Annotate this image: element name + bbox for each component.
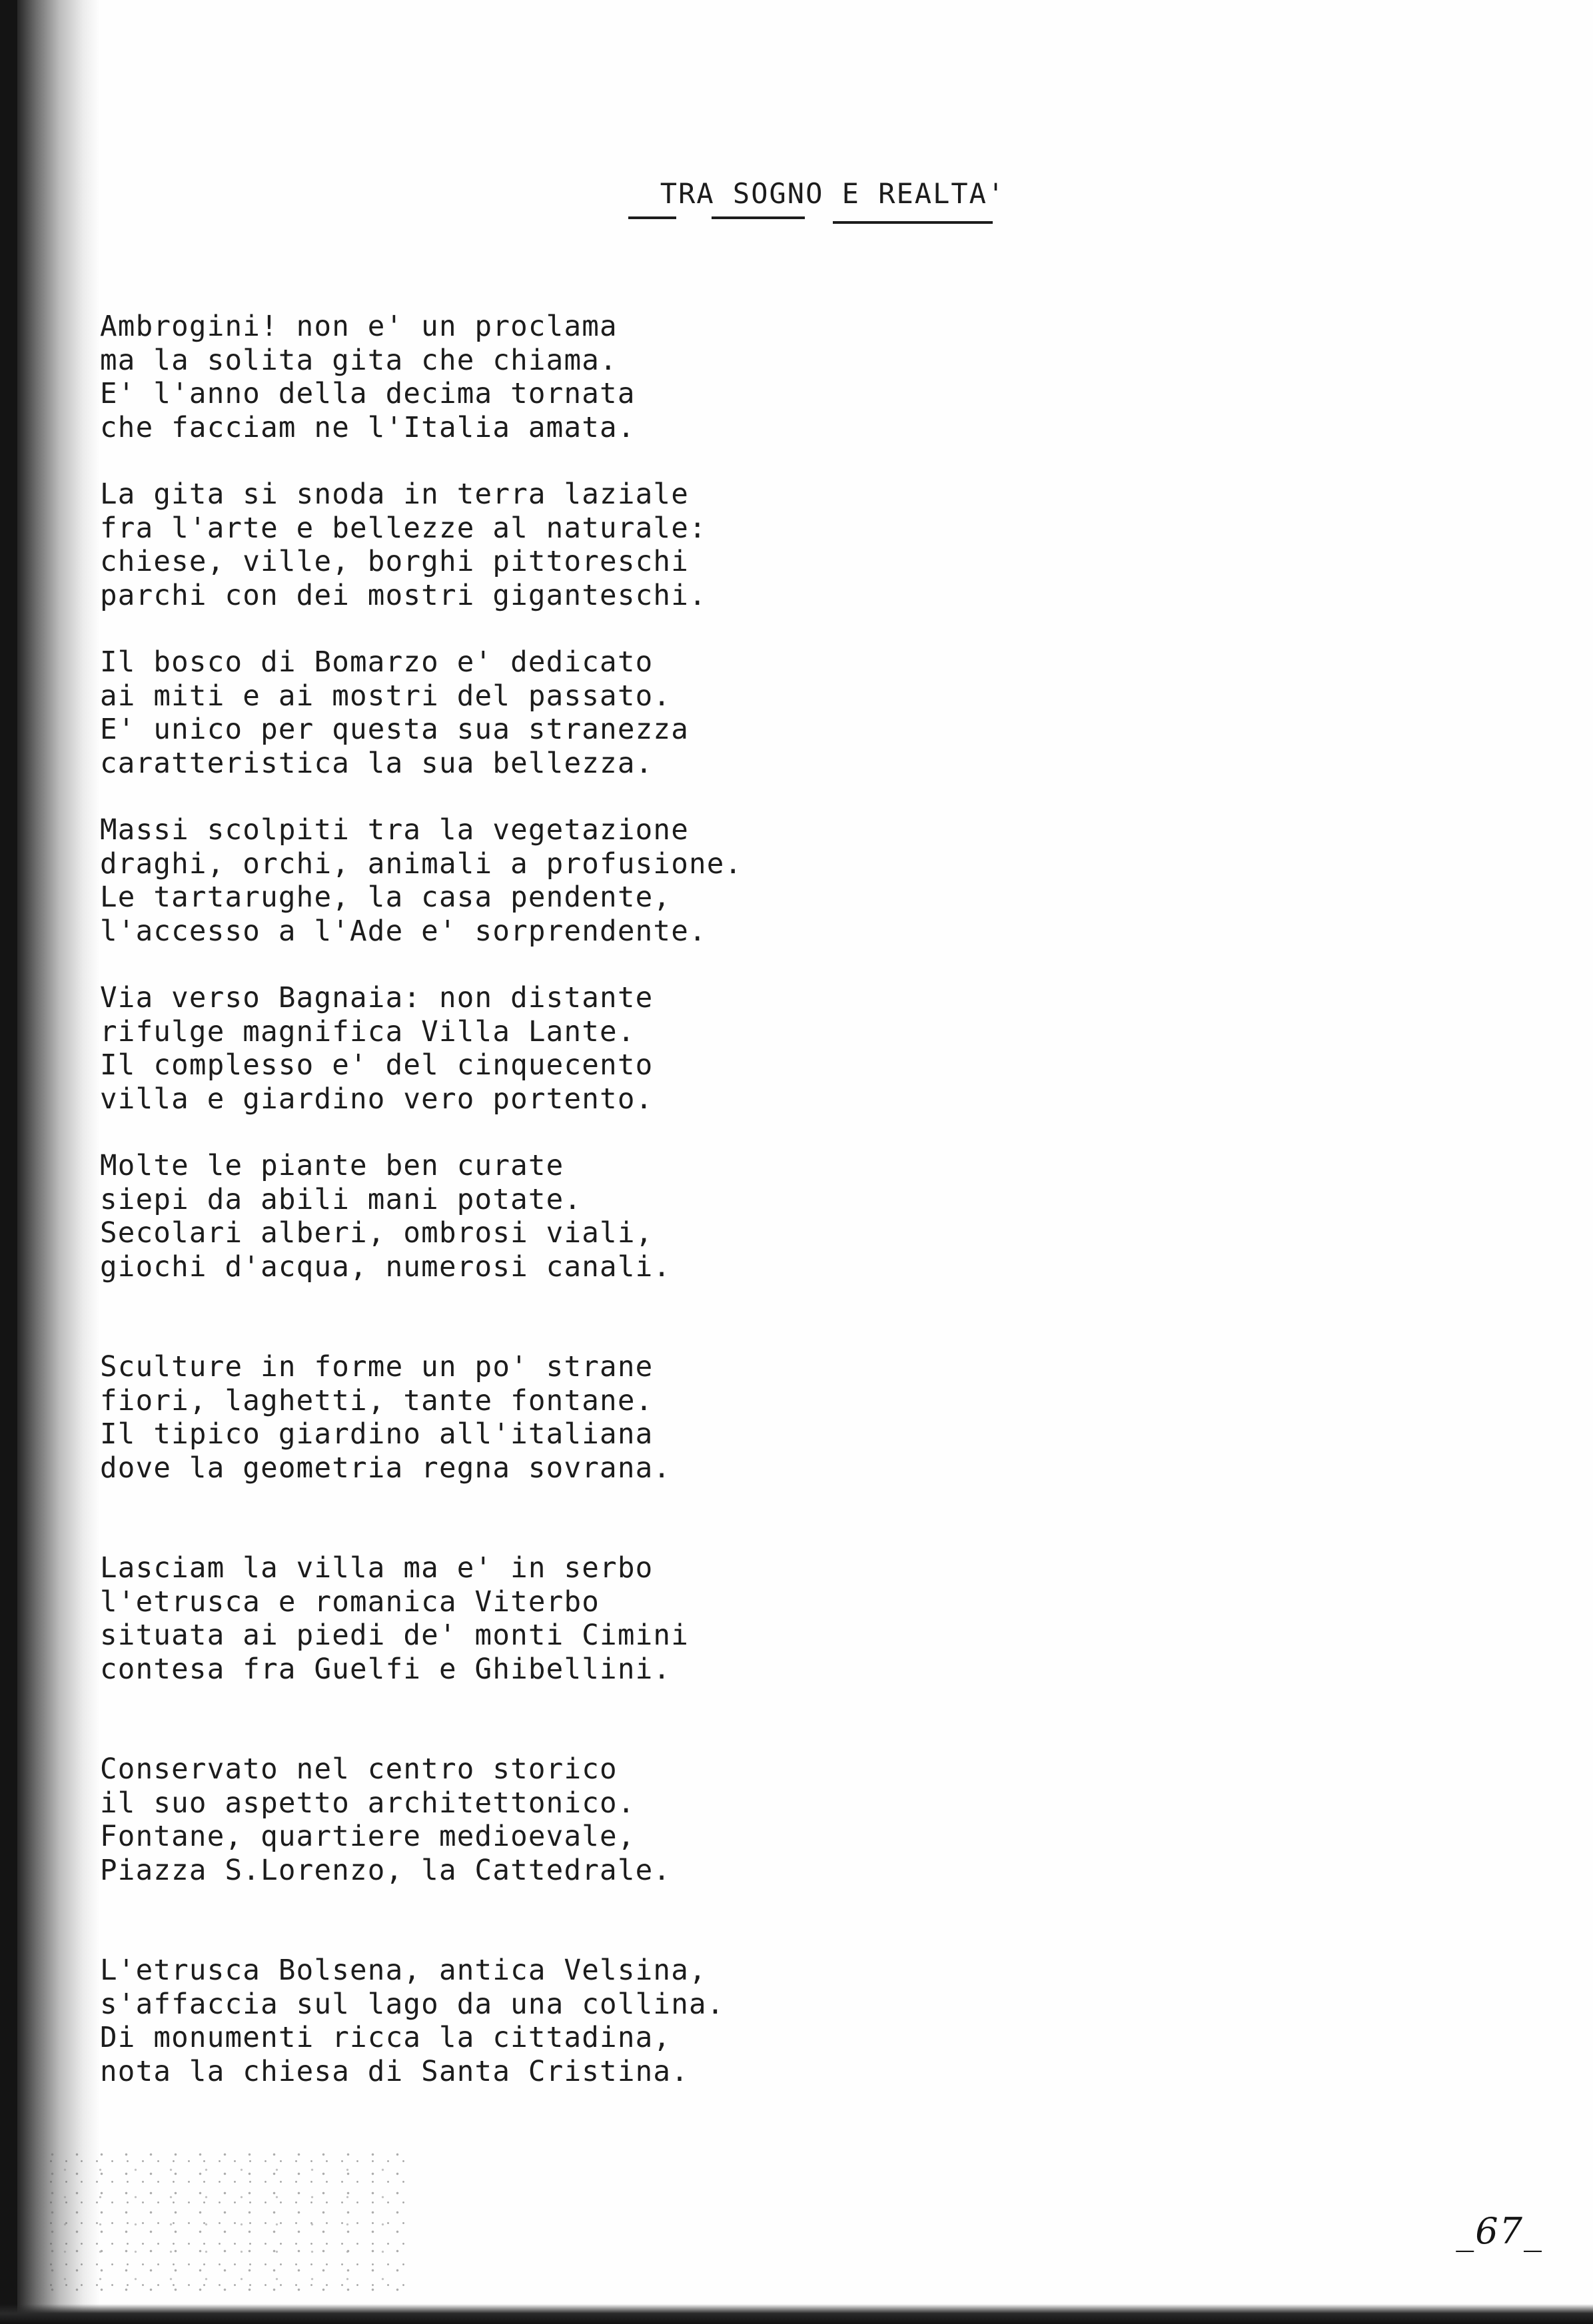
poem-line: Fontane, quartiere medioevale, (100, 1820, 636, 1853)
title-underline-3 (833, 221, 993, 224)
poem-line: Ambrogini! non e' un proclama (100, 310, 618, 343)
poem-line: ai miti e ai mostri del passato. (100, 679, 672, 713)
poem-line: Le tartarughe, la casa pendente, (100, 881, 672, 914)
poem-line: E' l'anno della decima tornata (100, 378, 636, 410)
title-underline-1 (628, 216, 676, 219)
poem-line: L'etrusca Bolsena, antica Velsina, (100, 1954, 707, 1987)
bottom-scan-edge (0, 2304, 1593, 2324)
poem-body (100, 310, 899, 2122)
binding-edge (0, 0, 17, 2324)
poem-line: fra l'arte e bellezze al naturale: (100, 512, 707, 545)
poem-line: l'etrusca e romanica Viterbo (100, 1585, 600, 1619)
poem-line: ma la solita gita che chiama. (100, 344, 618, 377)
poem-line: draghi, orchi, animali a profusione. (100, 847, 743, 881)
stanza-2 (100, 478, 899, 613)
poem-line: il suo aspetto architettonico. (100, 1786, 636, 1820)
poem-line: chiese, ville, borghi pittoreschi (100, 546, 689, 578)
poem-line: Il bosco di Bomarzo e' dedicato (100, 646, 654, 679)
poem-line: Sculture in forme un po' strane (100, 1351, 654, 1383)
stanza-3 (100, 646, 899, 781)
poem-line: Piazza S.Lorenzo, la Cattedrale. (100, 1854, 672, 1887)
poem-line: E' unico per questa sua stranezza (100, 713, 689, 746)
poem-line: caratteristica la sua bellezza. (100, 747, 654, 780)
title-underline-2 (712, 216, 805, 219)
poem-line: dove la geometria regna sovrana. (100, 1451, 672, 1485)
poem-line: l'accesso a l'Ade e' sorprendente. (100, 915, 707, 948)
poem-title: TRA SOGNO E REALTA' (660, 177, 1006, 210)
poem-line: La gita si snoda in terra laziale (100, 478, 689, 511)
poem-line: parchi con dei mostri giganteschi. (100, 579, 707, 612)
stanza-1 (100, 310, 899, 445)
stanza-4 (100, 814, 899, 949)
poem-line: situata ai piedi de' monti Cimini (100, 1619, 689, 1652)
poem-line: Lasciam la villa ma e' in serbo (100, 1552, 654, 1585)
poem-line: Via verso Bagnaia: non distante (100, 982, 654, 1014)
stanza-5 (100, 982, 899, 1116)
poem-line: giochi d'acqua, numerosi canali. (100, 1250, 672, 1284)
poem-line: rifulge magnifica Villa Lante. (100, 1015, 636, 1048)
poem-line: Molte le piante ben curate (100, 1150, 564, 1182)
poem-line: s'affaccia sul lago da una collina. (100, 1988, 725, 2021)
poem-line: Massi scolpiti tra la vegetazione (100, 814, 689, 847)
poem-line: contesa fra Guelfi e Ghibellini. (100, 1653, 672, 1686)
stanza-9 (100, 1753, 899, 1888)
poem-line: nota la chiesa di Santa Cristina. (100, 2055, 689, 2088)
page-number: _67_ (1456, 2210, 1543, 2252)
stanza-7 (100, 1351, 899, 1485)
poem-line: Il tipico giardino all'italiana (100, 1418, 654, 1451)
stanza-10 (100, 1954, 899, 2089)
poem-line: fiori, laghetti, tante fontane. (100, 1384, 654, 1417)
poem-line: Il complesso e' del cinquecento (100, 1049, 654, 1082)
poem-line: Secolari alberi, ombrosi viali, (100, 1217, 654, 1250)
scan-noise (40, 2145, 413, 2305)
poem-line: Conservato nel centro storico (100, 1753, 618, 1786)
stanza-6 (100, 1150, 899, 1284)
stanza-8 (100, 1552, 899, 1687)
poem-line: siepi da abili mani potate. (100, 1183, 582, 1216)
poem-line: che facciam ne l'Italia amata. (100, 411, 636, 444)
poem-line: Di monumenti ricca la cittadina, (100, 2022, 672, 2054)
poem-line: villa e giardino vero portento. (100, 1082, 654, 1116)
